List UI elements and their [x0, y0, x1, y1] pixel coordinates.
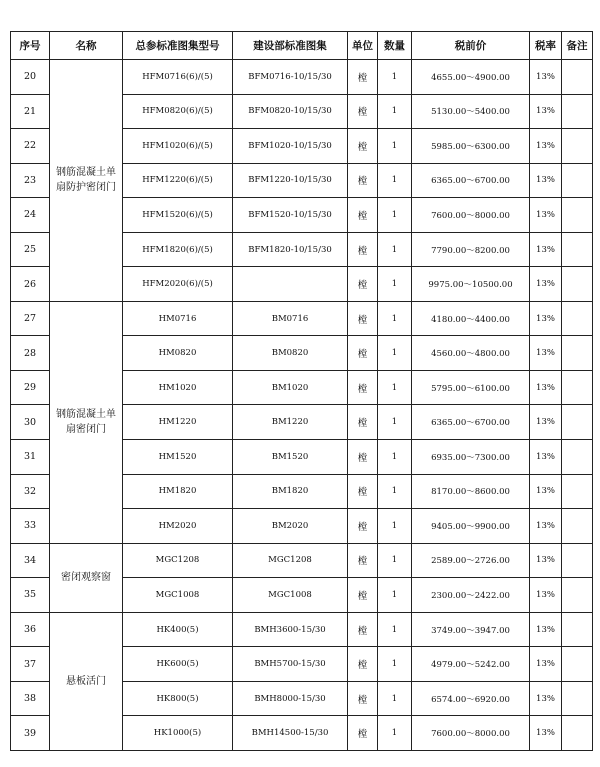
cell-unit: 樘	[348, 301, 378, 336]
cell-qty: 1	[378, 301, 412, 336]
cell-price: 6935.00～7300.00	[412, 440, 530, 475]
cell-price: 2300.00～2422.00	[412, 578, 530, 613]
cell-seq: 27	[11, 301, 50, 336]
cell-model: HFM1020(6)/(5)	[123, 129, 233, 164]
cell-tax: 13%	[530, 716, 562, 751]
cell-qty: 1	[378, 543, 412, 578]
cell-model: HFM1220(6)/(5)	[123, 163, 233, 198]
cell-qty: 1	[378, 163, 412, 198]
cell-qty: 1	[378, 612, 412, 647]
cell-seq: 21	[11, 94, 50, 129]
header-model: 总参标准图集型号	[123, 32, 233, 60]
cell-unit: 樘	[348, 370, 378, 405]
table-row	[11, 301, 593, 336]
cell-tax: 13%	[530, 232, 562, 267]
cell-qty: 1	[378, 405, 412, 440]
cell-seq: 35	[11, 578, 50, 613]
cell-note	[562, 474, 593, 509]
cell-ministry: BM0716	[233, 301, 348, 336]
cell-price: 8170.00～8600.00	[412, 474, 530, 509]
cell-tax: 13%	[530, 94, 562, 129]
cell-unit: 樘	[348, 129, 378, 164]
cell-ministry	[233, 267, 348, 302]
cell-model: HM1820	[123, 474, 233, 509]
cell-qty: 1	[378, 681, 412, 716]
cell-price: 9975.00～10500.00	[412, 267, 530, 302]
cell-unit: 樘	[348, 405, 378, 440]
cell-qty: 1	[378, 440, 412, 475]
group-name-cell: 悬板活门	[50, 612, 123, 750]
cell-note	[562, 336, 593, 371]
group-name-cell: 钢筋混凝土单扇防护密闭门	[50, 60, 123, 302]
cell-qty: 1	[378, 509, 412, 544]
cell-tax: 13%	[530, 647, 562, 682]
cell-model: HFM2020(6)/(5)	[123, 267, 233, 302]
cell-note	[562, 440, 593, 475]
cell-price: 6365.00～6700.00	[412, 163, 530, 198]
cell-model: MGC1008	[123, 578, 233, 613]
header-seq: 序号	[11, 32, 50, 60]
cell-ministry: BM1820	[233, 474, 348, 509]
cell-note	[562, 267, 593, 302]
header-unit: 单位	[348, 32, 378, 60]
cell-price: 2589.00～2726.00	[412, 543, 530, 578]
cell-unit: 樘	[348, 474, 378, 509]
cell-tax: 13%	[530, 578, 562, 613]
cell-seq: 23	[11, 163, 50, 198]
cell-ministry: BMH3600-15/30	[233, 612, 348, 647]
cell-seq: 38	[11, 681, 50, 716]
cell-ministry: BM0820	[233, 336, 348, 371]
cell-model: HM1520	[123, 440, 233, 475]
cell-ministry: BM1220	[233, 405, 348, 440]
cell-tax: 13%	[530, 198, 562, 233]
price-table	[10, 31, 593, 751]
cell-note	[562, 612, 593, 647]
cell-tax: 13%	[530, 129, 562, 164]
header-note: 备注	[562, 32, 593, 60]
cell-price: 5795.00～6100.00	[412, 370, 530, 405]
cell-unit: 樘	[348, 647, 378, 682]
cell-ministry: BFM1220-10/15/30	[233, 163, 348, 198]
cell-price: 9405.00～9900.00	[412, 509, 530, 544]
cell-tax: 13%	[530, 370, 562, 405]
cell-qty: 1	[378, 267, 412, 302]
cell-model: MGC1208	[123, 543, 233, 578]
cell-ministry: BM2020	[233, 509, 348, 544]
cell-note	[562, 232, 593, 267]
cell-model: HK600(5)	[123, 647, 233, 682]
cell-qty: 1	[378, 336, 412, 371]
cell-unit: 樘	[348, 336, 378, 371]
cell-price: 4979.00～5242.00	[412, 647, 530, 682]
cell-note	[562, 370, 593, 405]
cell-seq: 39	[11, 716, 50, 751]
cell-model: HM1020	[123, 370, 233, 405]
cell-unit: 樘	[348, 94, 378, 129]
cell-model: HK1000(5)	[123, 716, 233, 751]
group-name-cell: 钢筋混凝土单扇密闭门	[50, 301, 123, 543]
cell-model: HFM0716(6)/(5)	[123, 60, 233, 95]
cell-price: 6574.00～6920.00	[412, 681, 530, 716]
cell-price: 4655.00～4900.00	[412, 60, 530, 95]
cell-tax: 13%	[530, 267, 562, 302]
cell-seq: 31	[11, 440, 50, 475]
cell-ministry: BMH5700-15/30	[233, 647, 348, 682]
cell-qty: 1	[378, 474, 412, 509]
cell-unit: 樘	[348, 198, 378, 233]
cell-seq: 30	[11, 405, 50, 440]
cell-model: HM0716	[123, 301, 233, 336]
cell-note	[562, 198, 593, 233]
cell-seq: 20	[11, 60, 50, 95]
cell-note	[562, 716, 593, 751]
header-price: 税前价	[412, 32, 530, 60]
cell-price: 3749.00～3947.00	[412, 612, 530, 647]
cell-tax: 13%	[530, 440, 562, 475]
header-qty: 数量	[378, 32, 412, 60]
cell-note	[562, 405, 593, 440]
cell-tax: 13%	[530, 163, 562, 198]
cell-seq: 29	[11, 370, 50, 405]
cell-qty: 1	[378, 198, 412, 233]
cell-unit: 樘	[348, 578, 378, 613]
cell-seq: 37	[11, 647, 50, 682]
cell-tax: 13%	[530, 681, 562, 716]
header-name: 名称	[50, 32, 123, 60]
cell-unit: 樘	[348, 509, 378, 544]
cell-tax: 13%	[530, 543, 562, 578]
cell-tax: 13%	[530, 474, 562, 509]
cell-model: HM1220	[123, 405, 233, 440]
cell-note	[562, 94, 593, 129]
cell-price: 7600.00～8000.00	[412, 198, 530, 233]
cell-tax: 13%	[530, 405, 562, 440]
table-row	[11, 612, 593, 647]
cell-unit: 樘	[348, 232, 378, 267]
cell-price: 4560.00～4800.00	[412, 336, 530, 371]
cell-note	[562, 129, 593, 164]
cell-seq: 36	[11, 612, 50, 647]
cell-tax: 13%	[530, 336, 562, 371]
cell-seq: 26	[11, 267, 50, 302]
cell-unit: 樘	[348, 440, 378, 475]
cell-note	[562, 578, 593, 613]
cell-ministry: BMH14500-15/30	[233, 716, 348, 751]
cell-seq: 24	[11, 198, 50, 233]
cell-ministry: BFM1820-10/15/30	[233, 232, 348, 267]
cell-unit: 樘	[348, 163, 378, 198]
cell-unit: 樘	[348, 60, 378, 95]
cell-note	[562, 681, 593, 716]
cell-qty: 1	[378, 94, 412, 129]
cell-model: HK800(5)	[123, 681, 233, 716]
cell-ministry: BFM1020-10/15/30	[233, 129, 348, 164]
cell-tax: 13%	[530, 301, 562, 336]
cell-ministry: BFM0716-10/15/30	[233, 60, 348, 95]
cell-seq: 33	[11, 509, 50, 544]
table-row	[11, 543, 593, 578]
table-row	[11, 60, 593, 95]
cell-ministry: MGC1208	[233, 543, 348, 578]
cell-qty: 1	[378, 578, 412, 613]
group-name-cell: 密闭观察窗	[50, 543, 123, 612]
cell-unit: 樘	[348, 543, 378, 578]
cell-seq: 34	[11, 543, 50, 578]
cell-model: HK400(5)	[123, 612, 233, 647]
cell-note	[562, 509, 593, 544]
cell-model: HFM1820(6)/(5)	[123, 232, 233, 267]
cell-ministry: BM1020	[233, 370, 348, 405]
cell-model: HM2020	[123, 509, 233, 544]
cell-seq: 25	[11, 232, 50, 267]
cell-price: 5985.00～6300.00	[412, 129, 530, 164]
cell-ministry: BMH8000-15/30	[233, 681, 348, 716]
cell-price: 4180.00～4400.00	[412, 301, 530, 336]
cell-unit: 樘	[348, 612, 378, 647]
header-ministry: 建设部标准图集	[233, 32, 348, 60]
cell-seq: 32	[11, 474, 50, 509]
cell-note	[562, 647, 593, 682]
cell-price: 7790.00～8200.00	[412, 232, 530, 267]
cell-qty: 1	[378, 232, 412, 267]
header-row	[11, 32, 593, 60]
cell-tax: 13%	[530, 509, 562, 544]
cell-model: HFM0820(6)/(5)	[123, 94, 233, 129]
header-tax: 税率	[530, 32, 562, 60]
cell-ministry: MGC1008	[233, 578, 348, 613]
cell-note	[562, 60, 593, 95]
cell-price: 7600.00～8000.00	[412, 716, 530, 751]
cell-note	[562, 163, 593, 198]
cell-note	[562, 543, 593, 578]
cell-unit: 樘	[348, 716, 378, 751]
cell-model: HM0820	[123, 336, 233, 371]
cell-qty: 1	[378, 370, 412, 405]
cell-note	[562, 301, 593, 336]
cell-price: 6365.00～6700.00	[412, 405, 530, 440]
cell-ministry: BFM1520-10/15/30	[233, 198, 348, 233]
cell-qty: 1	[378, 716, 412, 751]
cell-seq: 28	[11, 336, 50, 371]
cell-qty: 1	[378, 60, 412, 95]
cell-price: 5130.00～5400.00	[412, 94, 530, 129]
cell-seq: 22	[11, 129, 50, 164]
cell-qty: 1	[378, 647, 412, 682]
cell-tax: 13%	[530, 60, 562, 95]
cell-tax: 13%	[530, 612, 562, 647]
cell-qty: 1	[378, 129, 412, 164]
cell-ministry: BFM0820-10/15/30	[233, 94, 348, 129]
cell-ministry: BM1520	[233, 440, 348, 475]
cell-unit: 樘	[348, 267, 378, 302]
cell-unit: 樘	[348, 681, 378, 716]
cell-model: HFM1520(6)/(5)	[123, 198, 233, 233]
